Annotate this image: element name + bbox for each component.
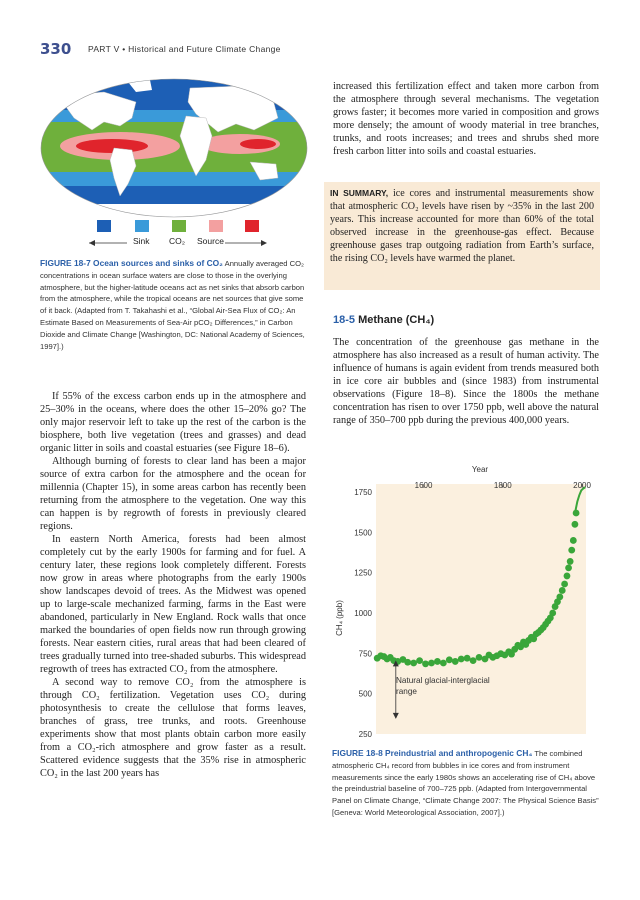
paragraph: The concentration of the greenhouse gas methane in the atmosphere has also increased as a result of human activity. The influence of humans is again evident from trends measured both in ice core air bubbles and (since 1983) from instrumental observations (Figure 18–8). Since the 1800s the methane concentration has risen to over 1750 ppb, well above the natural range of 350–700 ppb during the previous 400,000 years. <box>333 337 599 426</box>
data-point <box>559 587 566 594</box>
part-label: PART V • Historical and Future Climate Change <box>88 44 281 54</box>
data-point <box>572 521 579 528</box>
map-legend <box>97 220 267 254</box>
legend-co2-label: CO₂ <box>169 236 186 246</box>
data-point <box>556 594 563 601</box>
legend-swatch-strong-source <box>245 220 259 232</box>
summary-text: ice cores and instrumental measurements show that atmospheric CO₂ levels have risen by ~35% in the last 200 years. This increase accounted for more than 60% of the total observed increase in the greenhouse-gas effect. Because greenhouse gases trap outgoing radiation from Earth’s surface, the rising CO₂ levels have warmed the planet. <box>330 188 594 264</box>
legend-source-label: Source <box>197 236 224 246</box>
ocean-co2-map <box>40 78 308 218</box>
section-number: 18-5 <box>333 314 356 326</box>
paragraph: In eastern North America, forests had been almost completely cut by the early 1900s for farming and for fuel. A century later, these regions look completely different. Forests now grow in areas where photographs from the early 1900s show landscapes devoid of trees. As the Midwest was opened up to large-scale mechanized farming, farms in the East were abandoned, particularly in New England. Rock walls that once marked the boundaries of open fields now run through growing forests. Near eastern cities, rural areas that had been cleared of trees gradually turned into tree-shaded suburbs. This widespread regrowth of trees has extracted CO₂ from the atmosphere. <box>40 534 306 675</box>
y-tick-label: 750 <box>358 649 372 659</box>
summary-lead: IN SUMMARY, <box>330 188 389 198</box>
paragraph: If 55% of the excess carbon ends up in the atmosphere and 25–30% in the oceans, where does the other 15–20% go? The only major reservoir left to take up the rest of the carbon is the biosphere, both live vegetation (trees and grasses) and dead organic litter in soils and coastal estuaries (see Figure 18–6). <box>40 391 306 454</box>
data-point <box>452 658 459 665</box>
x-tick-label: 2000 <box>573 481 591 490</box>
y-tick-label: 1000 <box>354 609 372 619</box>
legend-swatch-sink <box>135 220 149 232</box>
data-point <box>422 660 429 667</box>
data-point <box>564 573 571 580</box>
legend-swatch-strong-sink <box>97 220 111 232</box>
figure-18-8-label: FIGURE 18-8 Preindustrial and anthropogenic CH₄ <box>332 748 533 758</box>
x-axis-label: Year <box>471 465 489 474</box>
figure-18-8-caption <box>332 748 600 819</box>
natural-range-annotation: Natural glacial-interglacial range <box>396 676 490 696</box>
methane-chart <box>330 458 600 746</box>
figure-18-7-label: FIGURE 18-7 Ocean sources and sinks of CO₂ <box>40 258 223 268</box>
y-tick-label: 250 <box>358 730 372 739</box>
page-header <box>40 40 600 60</box>
section-title: Methane (CH₄) <box>358 314 435 326</box>
summary-box <box>324 182 600 290</box>
data-point <box>434 658 441 665</box>
x-tick-label: 1800 <box>493 481 512 490</box>
legend-sink-label: Sink <box>133 236 150 246</box>
y-tick-label: 1250 <box>354 568 372 578</box>
data-point <box>410 660 417 667</box>
data-point <box>416 657 423 664</box>
paragraph: Although burning of forests to clear land has been a major source of extra carbon for the atmosphere and the ocean for millennia (Chapter 15), in some areas carbon has recently been returning from the atmosphere to the vegetation. One way this can happen is by regrowth of forests in previously cleared regions. <box>40 456 306 532</box>
legend-swatch-neutral <box>172 220 186 232</box>
section-heading <box>333 314 434 326</box>
data-point <box>428 660 435 667</box>
y-tick-label: 1750 <box>354 488 372 498</box>
y-axis-label: CH₄ (ppb) <box>335 600 344 636</box>
figure-18-7-text: Annually averaged CO₂ concentrations in ocean surface waters are close to those in the overlying atmosphere, but the higher-latitude oceans act as net sinks that absorb carbon from the atmosphere, while the tropical oceans are net sources that give some of it back. (Adapted from T. Takahashi et al., “Global Air-Sea Flux of CO₂: An Estimate Based on Measurements of Sea-Air pCO₂ Differences,” in Carbon Dioxide and Climate Change [Washington, DC: National Academy of Sciences, 1997].) <box>40 259 305 351</box>
legend-swatch-source <box>209 220 223 232</box>
y-tick-label: 1500 <box>354 528 372 538</box>
y-tick-label: 500 <box>358 689 372 699</box>
data-point <box>567 558 574 565</box>
data-point <box>458 656 465 663</box>
x-tick-label: 1600 <box>414 481 433 490</box>
data-point <box>549 610 556 617</box>
data-point <box>404 659 411 666</box>
figure-18-8-text: The combined atmospheric CH₄ record from bubbles in ice cores and from instrument measurements since the early 1980s shows an accelerating rise of CH₄ above the preindustrial baseline of 700–725 ppb. (Adapted from Intergovernmental Panel on Climate Change, “Climate Change 2007: The Physical Science Basis” [Geneva: World Meteorological Association, 2007].) <box>332 749 599 817</box>
data-point <box>570 537 577 544</box>
right-column-methane <box>333 336 599 427</box>
page-number: 330 <box>40 40 72 58</box>
data-point <box>561 581 568 588</box>
data-point <box>565 564 572 571</box>
figure-18-7-caption <box>40 258 310 352</box>
data-point <box>470 657 477 664</box>
paragraph: A second way to remove CO₂ from the atmosphere is through CO₂ fertilization. Vegetation uses CO₂ during photosynthesis to create the cellulose that forms leaves, branches of grass, tree trunks, and roots. Greenhouse experiments show that most plants obtain carbon more easily from a CO₂-rich atmosphere and grow faster as a result. Scattered evidence suggests that the 35% rise in atmospheric CO₂ in the last 200 years has <box>40 677 306 779</box>
data-point <box>440 660 447 667</box>
data-point <box>446 656 453 663</box>
left-column <box>40 390 306 780</box>
data-point <box>464 655 471 662</box>
data-point <box>476 654 483 661</box>
paragraph: increased this fertilization effect and taken more carbon from the atmosphere through several mechanisms. The vegetation grows faster; it becomes more varied in composition and grows more densely; the amount of woody material in tree branches, trunks, and roots increases; and trees and shrubs shed more fresh carbon litter into soils and coastal estuaries. <box>333 81 599 157</box>
data-point <box>568 547 575 554</box>
right-column-top <box>333 80 599 158</box>
